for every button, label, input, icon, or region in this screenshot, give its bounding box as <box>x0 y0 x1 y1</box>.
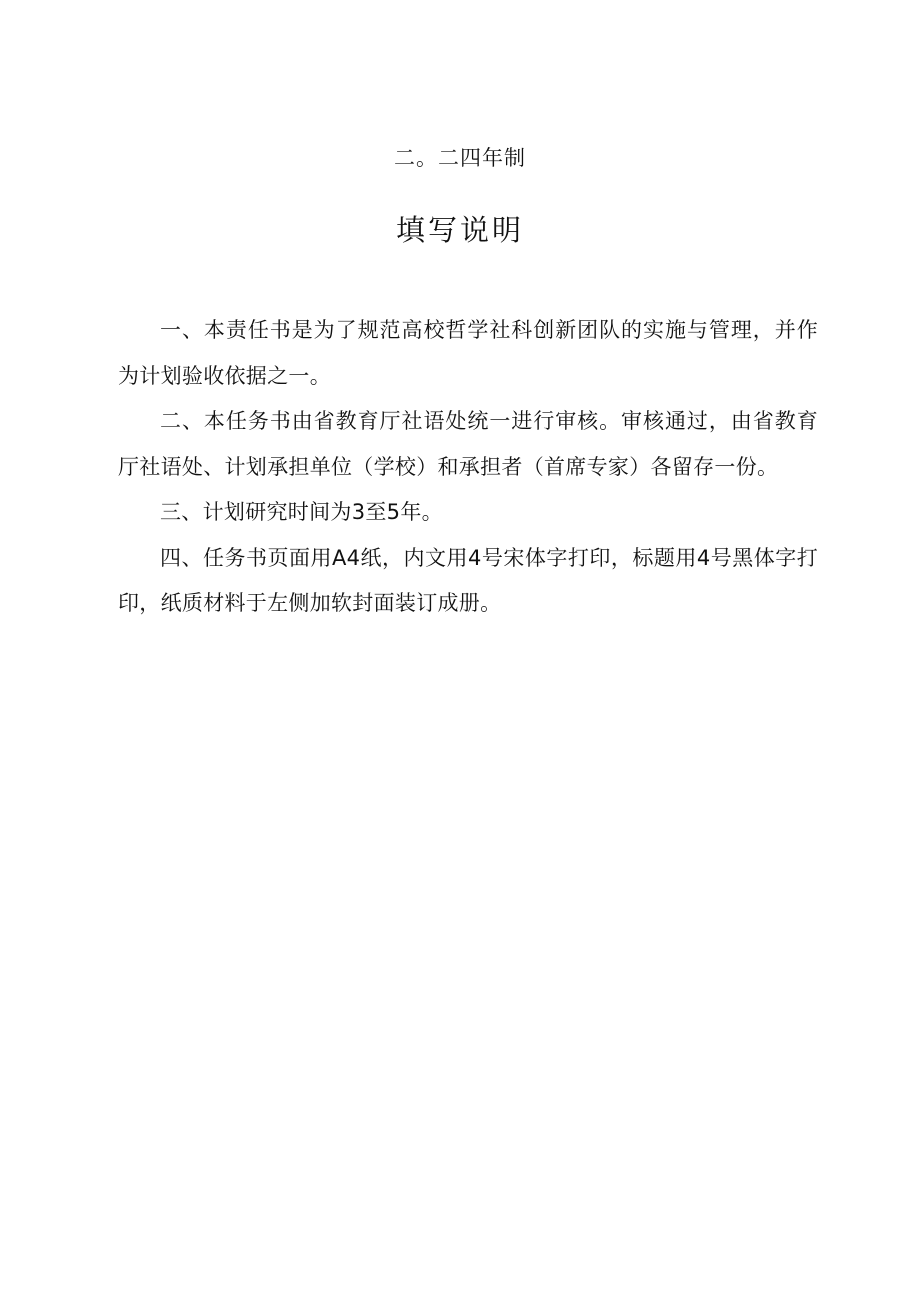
instruction-paragraph-3: 三、计划研究时间为3至5年。 <box>160 500 443 524</box>
page-title: 填写说明 <box>395 213 524 247</box>
document-date: 二。二四年制 <box>394 146 526 170</box>
instruction-paragraph-4: 四、任务书页面用A4纸，内文用4号宋体字打印，标题用4号黑体字打印，纸质材料于左侧加软封面装订成册。 <box>118 545 818 615</box>
instructions-body <box>118 308 818 627</box>
instruction-paragraph-1: 一、本责任书是为了规范高校哲学社科创新团队的实施与管理，并作为计划验收依据之一。 <box>118 318 818 388</box>
instruction-paragraph-2: 二、本任务书由省教育厅社语处统一进行审核。审核通过，由省教育厅社语处、计划承担单位（学校）和承担者（首席专家）各留存一份。 <box>118 409 818 479</box>
